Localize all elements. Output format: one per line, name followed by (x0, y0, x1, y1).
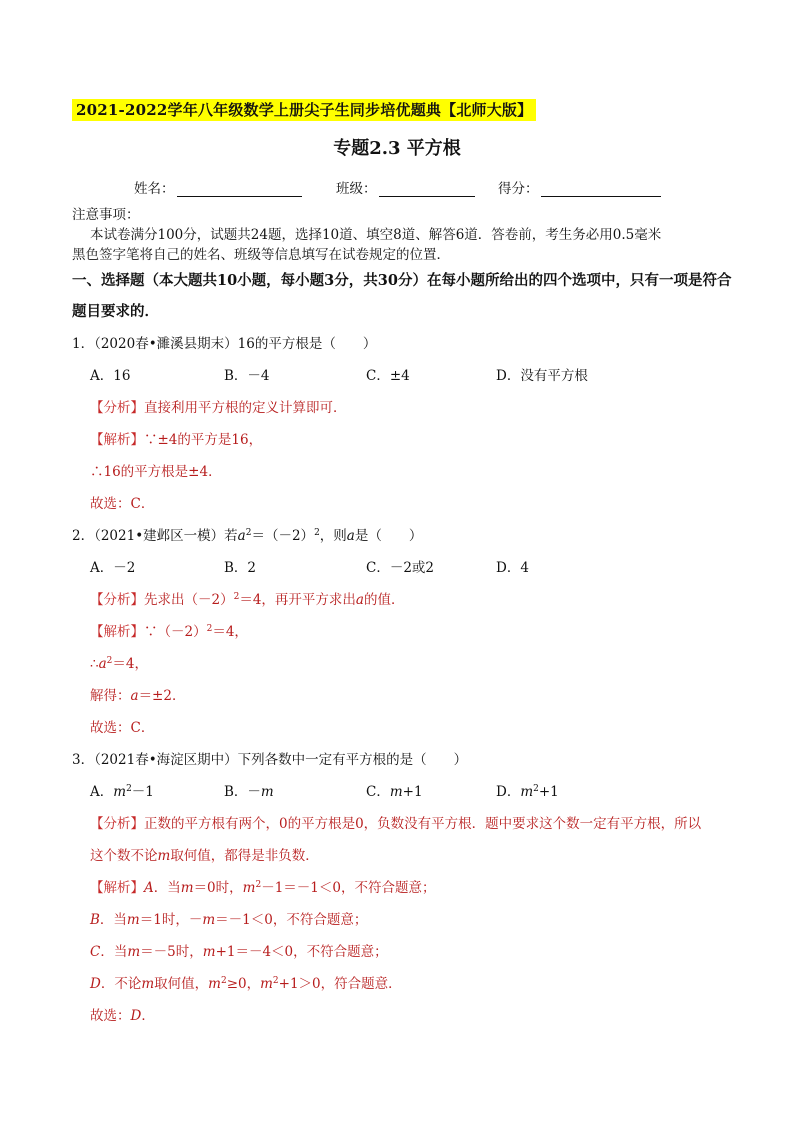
q3-stem: 3．（2021春•海淀区期中）下列各数中一定有平方根的是（ ） (72, 752, 468, 768)
q3-option-part: +1 (402, 784, 423, 800)
q3-solution-var: m (202, 912, 216, 928)
q2-solution-var: a (130, 688, 139, 704)
q2-stem-part: 2．（2021•建邺区一模）若 (72, 528, 238, 544)
q3-solution-a (90, 878, 435, 898)
q3-option-part: D． (496, 784, 521, 800)
q2-analysis-part: ＝4，再开平方求出 (239, 592, 356, 608)
q3-analysis-part: 这个数不论 (90, 848, 158, 864)
q2-solution-part: ＝±2． (138, 688, 186, 704)
q3-solution-c (90, 942, 388, 962)
q3-option-var: m (113, 784, 127, 800)
q2-stem-part: ＝（－2） (251, 528, 315, 544)
q1-solution-tag: 【解析】 (90, 432, 144, 448)
q1-analysis-tag: 【分析】 (90, 400, 144, 416)
q2-solution-part: ＝4， (112, 656, 148, 672)
q3-solution-part: ．不论 (100, 976, 142, 992)
q3-analysis-2 (90, 846, 319, 866)
q3-solution-var: m (141, 976, 155, 992)
q1-analysis (90, 398, 347, 418)
q3-solution-part: ≥0， (226, 976, 261, 992)
q3-solution-tag: 【解析】 (90, 880, 144, 896)
q2-stem-sup: 2 (314, 528, 320, 538)
q1-option-d: D．没有平方根 (496, 368, 588, 384)
q2-solution-part: ＝4， (212, 624, 248, 640)
q3-solution-var: B (90, 912, 100, 928)
q2-analysis-sup: 2 (233, 592, 240, 602)
q3-analysis-1 (90, 814, 701, 834)
q3-option-part: +1 (538, 784, 559, 800)
score-blank (541, 182, 661, 197)
q3-analysis-part: 取何值，都得是非负数． (170, 848, 319, 864)
class-label: 班级： (336, 181, 377, 197)
q3-option-sup: 2 (533, 784, 539, 794)
q1-solution-2: ∴16的平方根是±4． (90, 464, 222, 480)
q3-solution-var: m (208, 976, 221, 992)
q2-answer: 故选：C． (90, 720, 155, 736)
q3-solution-part: ．当 (99, 912, 127, 928)
q3-solution-var: m (260, 976, 273, 992)
q2-stem-sup: 2 (245, 528, 252, 538)
q2-analysis-part: 的值． (363, 592, 405, 608)
q2-analysis-var: a (355, 592, 364, 608)
page-title: 专题2.3 平方根 (333, 138, 461, 159)
q3-option-part: A． (90, 784, 114, 800)
q3-solution-d (90, 974, 402, 994)
q3-option-var: m (389, 784, 403, 800)
q1-option-b: B．－4 (224, 368, 270, 384)
q3-option-b (224, 782, 274, 802)
q2-option-a: A．－2 (90, 560, 136, 576)
q1-analysis-text: 直接利用平方根的定义计算即可． (144, 400, 347, 416)
q3-answer-part: 故选： (90, 1008, 131, 1024)
q3-option-var: m (260, 784, 274, 800)
q3-solution-b (90, 910, 367, 930)
notice-line-2: 黑色签字笔将自己的姓名、班级等信息填写在试卷规定的位置． (72, 247, 450, 263)
q2-solution-3 (90, 686, 185, 706)
q2-stem (72, 526, 422, 546)
q3-option-part: B．－ (224, 784, 261, 800)
q1-solution-1 (90, 430, 262, 450)
q2-stem-part: ，则 (319, 528, 347, 544)
series-banner: 2021-2022学年八年级数学上册尖子生同步培优题典【北师大版】 (72, 99, 536, 121)
q2-analysis-tag: 【分析】 (90, 592, 144, 608)
section-heading-line-2: 题目要求的． (72, 303, 159, 320)
q1-option-c: C．±4 (366, 368, 410, 384)
q2-solution-1 (90, 622, 248, 642)
q2-option-c: C．－2或2 (366, 560, 435, 576)
q3-option-var: m (520, 784, 534, 800)
q2-stem-part: 是（ ） (354, 528, 423, 544)
q2-analysis (90, 590, 404, 610)
score-field (498, 177, 661, 197)
name-field (134, 177, 302, 197)
q3-answer-part: ． (141, 1008, 155, 1024)
q3-option-part: －1 (131, 784, 154, 800)
q2-stem-var: a (237, 528, 246, 544)
name-blank (177, 182, 302, 197)
q2-solution-sup: 2 (106, 656, 113, 666)
q3-option-part: C． (366, 784, 390, 800)
q3-solution-var: m (180, 880, 194, 896)
q2-analysis-part: 先求出（－2） (144, 592, 234, 608)
q3-analysis-text: 正数的平方根有两个，0的平方根是0，负数没有平方根．题中要求这个数一定有平方根，所以 (144, 816, 702, 832)
q3-analysis-var: m (157, 848, 171, 864)
q3-solution-var: m (242, 880, 256, 896)
q3-solution-sup: 2 (272, 976, 279, 986)
q3-solution-var: D (90, 976, 101, 992)
q3-solution-var: m (126, 912, 140, 928)
class-field (336, 177, 475, 197)
q3-solution-var: m (202, 944, 216, 960)
q3-solution-var: A (144, 880, 154, 896)
q3-solution-sup: 2 (220, 976, 227, 986)
q3-answer-var: D (130, 1008, 142, 1024)
q2-solution-sup: 2 (206, 624, 213, 634)
q3-solution-part: －1＝－1＜0，不符合题意； (261, 880, 436, 896)
q2-solution-var: a (98, 656, 107, 672)
q3-solution-part: +1＞0，符合题意． (278, 976, 402, 992)
q3-solution-var: C (90, 944, 101, 960)
q3-solution-var: m (127, 944, 141, 960)
notice-line-1: 本试卷满分100分，试题共24题，选择10道、填空8道、解答6道．答卷前，考生务必用0.5毫米 (90, 227, 662, 243)
q3-solution-sup: 2 (255, 880, 262, 890)
q3-option-d (496, 782, 559, 802)
q3-solution-part: ＝－5时， (140, 944, 203, 960)
q3-option-a (90, 782, 154, 802)
q1-option-a: A．16 (90, 368, 131, 384)
section-heading-line-1: 一、选择题（本大题共10小题，每小题3分，共30分）在每小题所给出的四个选项中，只有一项是符合 (72, 272, 732, 289)
q3-solution-part: +1＝－4＜0，不符合题意； (215, 944, 388, 960)
q2-option-d: D．4 (496, 560, 529, 576)
q2-solution-2 (90, 654, 148, 674)
q1-solution-1-text: ∵±4的平方是16， (144, 432, 263, 448)
q3-solution-part: 取何值， (154, 976, 209, 992)
q2-solution-tag: 【解析】 (90, 624, 144, 640)
q3-solution-part: ．当 (153, 880, 181, 896)
q3-answer (90, 1006, 155, 1026)
q3-solution-part: ＝1时，－ (139, 912, 203, 928)
q2-solution-part: ∴ (90, 656, 99, 672)
score-label: 得分： (498, 181, 539, 197)
notice-heading: 注意事项： (72, 207, 140, 223)
q2-solution-part: 解得： (90, 688, 131, 704)
q3-option-c (366, 782, 423, 802)
student-info-row (0, 177, 794, 197)
q3-solution-part: ．当 (100, 944, 128, 960)
class-blank (379, 182, 475, 197)
q3-analysis-tag: 【分析】 (90, 816, 144, 832)
q3-option-sup: 2 (126, 784, 132, 794)
q1-stem: 1．（2020春•濉溪县期末）16的平方根是（ ） (72, 336, 377, 352)
q3-solution-part: ＝－1＜0，不符合题意； (215, 912, 368, 928)
name-label: 姓名： (134, 181, 175, 197)
q1-answer: 故选：C． (90, 496, 155, 512)
q3-solution-part: ＝0时， (193, 880, 243, 896)
q2-option-b: B．2 (224, 560, 257, 576)
q2-stem-var: a (346, 528, 355, 544)
q2-solution-part: ∵（－2） (144, 624, 207, 640)
